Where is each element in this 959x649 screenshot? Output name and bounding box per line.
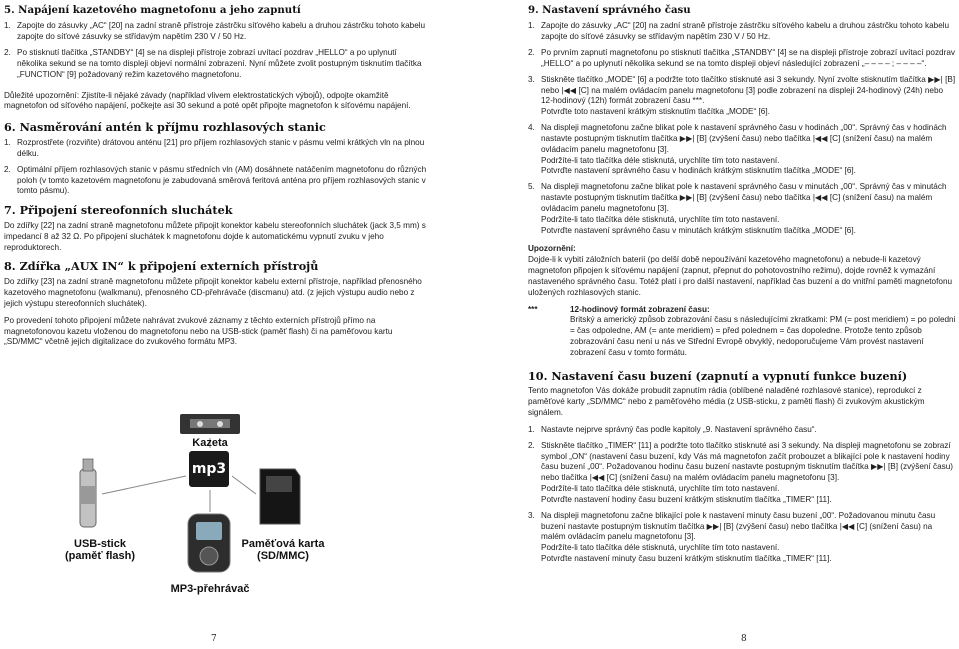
list-item xyxy=(528,441,956,506)
list-item-number: 3. xyxy=(528,510,535,520)
right-page xyxy=(528,4,956,570)
warning-title: Upozornění: xyxy=(528,244,576,254)
cassette-icon xyxy=(180,414,240,434)
time-format-text: Britský a americký způsob zobrazování času s následujícími zkratkami: PM (= post meridiem) = po poledni = čas odpoledne, AM (= ante meridiem) = před polednem = čas dopoledne. Protože tento způsob zobrazování času není u nás ve Střední Evropě obvyklý, nedoporučujeme Vám provést nastavení zobrazení času v tomto formátu. xyxy=(570,315,956,357)
list-item-body xyxy=(541,425,956,436)
list-item-subtext: Podržíte-li tato tlačítka déle stisknutá, urychlíte tím toto nastavení. xyxy=(541,484,780,494)
cassette-label: Kazeta xyxy=(192,437,228,449)
memory-card-icon xyxy=(260,469,300,524)
list-item-text: Stiskněte tlačítko „MODE“ [6] a podržte toto tlačítko stisknuté asi 3 sekundy. Nyní zvolte stisknutím tlačítka ▶▶| [B] nebo |◀◀ [C] na malém ovládacím panelu magnetofonu [3] podle zobrazení na displeji 24-hodinový (24h) nebo 12-hodinový (12h) formát zobrazení času ***. xyxy=(541,74,956,106)
list-item-text: Optimální příjem rozhlasových stanic v pásmu středních vln (AM) dosáhnete natáčením magnetofonu do různých poloh (v tomto kazetovém magnetofonu je zabudovaná směrová feritová anténa pro příjem rozhlasových stanic v tomto pásmu). xyxy=(17,164,427,196)
left-page xyxy=(4,4,429,354)
list-item-subtext: Podržíte-li tato tlačítka déle stisknutá, urychlíte tím toto nastavení. xyxy=(541,214,780,224)
section-7-text: Do zdířky [22] na zadní straně magnetofonu můžete připojit konektor kabelu stereofonních sluchátek (jack 3,5 mm) s impedancí 8 až 32 Ω. Po připojení sluchátek k magnetofonu dojde k automatickému vypnutí zvuku v jeho reproduktorech. xyxy=(4,220,426,252)
list-item-body xyxy=(17,21,429,43)
section-6-list xyxy=(4,138,429,197)
list-item-subtext: Podržíte-li tato tlačítka déle stisknutá, urychlíte tím toto nastavení. xyxy=(541,155,780,165)
memory-card-label: Paměťová karta (SD/MMC) xyxy=(241,538,325,563)
list-item-number: 2. xyxy=(4,164,11,174)
list-item-number: 4. xyxy=(528,123,535,133)
list-item-text: Rozprostřete (rozviňte) drátovou anténu [21] pro příjem rozhlasových stanic v pásmu velmi krátkých vln na plnou délku. xyxy=(17,138,425,158)
list-item-number: 5. xyxy=(528,182,535,192)
list-item-subtext: Potvrďte nastavení správného času v minutách krátkým stisknutím tlačítka „MODE“ [6]. xyxy=(541,225,856,235)
list-item-text: Stiskněte tlačítko „TIMER“ [11] a podržte toto tlačítko stisknuté asi 3 sekundy. Na displeji magnetofonu se zobrazí symbol „ON“ (nastavení času buzení, kdy Vás má magnetofon začít probouzet a blikající pole k nastavení hodiny času buzení „00“. Požadovanou hodinu času buzení nastavte postupným tisknutím tlačítka ▶▶| [B] (zvýšení času) nebo tlačítka |◀◀ [C] (snížení času) na malém ovládacím panelu magnetofonu [3]. xyxy=(541,440,954,483)
list-item xyxy=(4,165,429,197)
list-item-body xyxy=(541,123,956,177)
list-item-text: Zapojte do zásuvky „AC“ [20] na zadní straně přístroje zástrčku síťového kabelu a druhou zástrčku tohoto kabelu zapojte do síťové zásuvky se střídavým napětím 230 V / 50 Hz. xyxy=(541,21,950,42)
list-item-number: 2. xyxy=(528,48,535,58)
section-10-heading: 10. Nastavení času buzení (zapnutí a vypnutí funkce buzení) xyxy=(528,368,908,383)
list-item-body xyxy=(17,138,429,160)
list-item-body xyxy=(541,441,956,506)
page-number-right: 8 xyxy=(741,634,747,644)
list-item-subtext: Potvrďte nastavení hodiny času buzení krátkým stisknutím tlačítka „TIMER“ [11]. xyxy=(541,494,832,504)
warning-text: Dojde-li k vybití záložních baterií (po delší době nepoužívání kazetového magnetofonu) a nebude-li kazetový magnetofon připojen k síťovému napájení (zapnut, přepnut do pohotovostního režimu), dojde rovněž k vymazání nastaveného správného času. Totéž platí i pro další nastavení, například čas buzení a do vnitřní paměti magnetofonu uložených rozhlasových stanic. xyxy=(528,255,953,297)
list-item-subtext: Potvrďte toto nastavení krátkým stisknutím tlačítka „MODE“ [6]. xyxy=(541,107,770,117)
list-item-body xyxy=(17,48,429,80)
page-number-left: 7 xyxy=(211,634,217,644)
mp3-player-icon xyxy=(188,514,230,572)
usb-stick-label: USB-stick (paměť flash) xyxy=(64,538,136,563)
list-item-text: Na displeji magnetofonu začne blikat pole k nastavení správného času v minutách „00“. Správný čas v minutách nastavte postupným tisknutím tlačítka ▶▶| [B] (zvýšení času) nebo tlačítka |◀◀ [C] (snížení času) na malém ovládacím panelu magnetofonu [3]. xyxy=(541,182,947,213)
list-item xyxy=(528,21,956,43)
section-8-text-2: Po provedení tohoto připojení můžete nahrávat zvukové záznamy z těchto externích přístrojů přímo na magnetofonovou kazetu vloženou do magnetofonu nebo na USB-stick (paměť flash) či na paměťovou kartu „SD/MMC“ včetně jejich digitalizace do zvukového formátu MP3. xyxy=(4,315,393,347)
list-item-number: 1. xyxy=(528,21,535,31)
section-5-heading: 5. Napájení kazetového magnetofonu a jeho zapnutí xyxy=(4,4,301,16)
section-9-heading: 9. Nastavení správného času xyxy=(528,4,691,16)
section-7-heading: 7. Připojení stereofonních sluchátek xyxy=(4,203,233,218)
time-format-title: 12-hodinový formát zobrazení času: xyxy=(570,304,710,314)
usb-stick-icon xyxy=(80,459,96,527)
list-item xyxy=(4,48,429,80)
section-10-intro: Tento magnetofon Vás dokáže probudit zapnutím rádia (oblíbené naladěné rozhlasové stanice), reprodukcí z paměťové karty „SD/MMC“ nebo z paměťového média (z USB-sticku, z paměti flash) či zvukovým akustickým signálem. xyxy=(528,386,925,418)
section-5-list xyxy=(4,21,429,80)
list-item-body xyxy=(541,21,956,43)
important-note: Důležité upozornění: Zjistíte-li nějaké závady (například vlivem elektrostatických výbojů), odpojte okamžitě magnetofon od síťového napájení, počkejte asi 30 sekund a poté opět připojte magnetofon k síťovému napájení. xyxy=(4,90,411,111)
mp3-player-label: MP3-přehrávač xyxy=(170,583,250,595)
mp3-logo-text: mp3 xyxy=(191,461,227,477)
list-item-number: 1. xyxy=(4,138,11,148)
list-item-text: Po prvním zapnutí magnetofonu po stisknutí tlačítka „STANDBY“ [4] se na displeji přístroje zobrazí uvítací pozdrav „HELLO“ a po uplynutí několika sekund se na tomto displeji objeví následující zobrazení „– – – – ; – – – –“. xyxy=(541,48,955,68)
list-item-number: 3. xyxy=(528,74,535,84)
list-item-number: 1. xyxy=(528,424,535,434)
list-item-number: 1. xyxy=(4,21,11,31)
list-item-subtext: Potvrďte nastavení minuty času buzení krátkým stisknutím tlačítka „TIMER“ [11]. xyxy=(541,554,832,564)
section-8-text-1: Do zdířky [23] na zadní straně magnetofonu můžete připojit konektor kabelu externí přístroje, například přenosného kazetového magnetofonu (walkmanu), přenosného CD-přehrávače (discmanu) atd. (z jejich výstupu audio nebo z jejich výstupu stereofonních sluchátek). xyxy=(4,277,422,308)
list-item xyxy=(528,75,956,118)
list-item xyxy=(4,21,429,43)
list-item-body xyxy=(541,48,956,70)
list-item-body xyxy=(541,182,956,236)
list-item-number: 2. xyxy=(4,48,11,58)
list-item xyxy=(528,123,956,177)
list-item-body xyxy=(17,165,429,197)
star-marker: *** xyxy=(528,304,538,314)
list-item xyxy=(528,425,956,436)
list-item xyxy=(528,511,956,565)
list-item-number: 2. xyxy=(528,440,535,450)
list-item-body xyxy=(541,511,956,565)
section-9-list xyxy=(528,21,956,236)
section-6-heading: 6. Nasměrování antén k příjmu rozhlasových stanic xyxy=(4,120,326,135)
list-item xyxy=(528,182,956,236)
time-format-note xyxy=(528,305,956,359)
list-item-text: Na displeji magnetofonu začne blikající pole k nastavení minuty času buzení „00“. Požadovanou minutu času buzení nastavte postupným tisknutím tlačítka ▶▶| [B] (zvýšení času) nebo tlačítka |◀◀ [C] (snížení času) na malém ovládacím panelu magnetofonu [3]. xyxy=(541,510,936,542)
list-item-text: Nastavte nejprve správný čas podle kapitoly „9. Nastavení správného času“. xyxy=(541,424,817,434)
section-10-list xyxy=(528,425,956,565)
list-item-text: Po stisknutí tlačítka „STANDBY“ [4] se na displeji přístroje zobrazí uvítací pozdrav „HELLO“ a po uplynutí několika sekund se na tomto displeji objeví normální zobrazení. Nyní můžete zvolit postupným tisknutím tlačítka „FUNCTION“ [9] požadovaný režim kazetového magnetofonu. xyxy=(17,48,422,79)
list-item-subtext: Podržíte-li tato tlačítka déle stisknutá, urychlíte tím toto nastavení. xyxy=(541,543,780,553)
list-item xyxy=(528,48,956,70)
media-figure xyxy=(60,414,330,604)
list-item-body xyxy=(541,75,956,118)
list-item-text: Zapojte do zásuvky „AC“ [20] na zadní straně přístroje zástrčku síťového kabelu a druhou zástrčku tohoto kabelu zapojte do síťové zásuvky se střídavým napětím 230 V / 50 Hz. xyxy=(17,21,426,42)
list-item-text: Na displeji magnetofonu začne blikat pole k nastavení správného času v hodinách „00“. Správný čas v hodinách nastavte postupným tisknutím tlačítka ▶▶| [B] (zvýšení času) nebo tlačítka |◀◀ [C] (snížení času) na malém ovládacím panelu magnetofonu [3]. xyxy=(541,123,947,154)
list-item xyxy=(4,138,429,160)
list-item-subtext: Potvrďte nastavení správného času v hodinách krátkým stisknutím tlačítka „MODE“ [6]. xyxy=(541,166,856,176)
section-8-heading: 8. Zdířka „AUX IN“ k připojení externích přístrojů xyxy=(4,259,319,274)
